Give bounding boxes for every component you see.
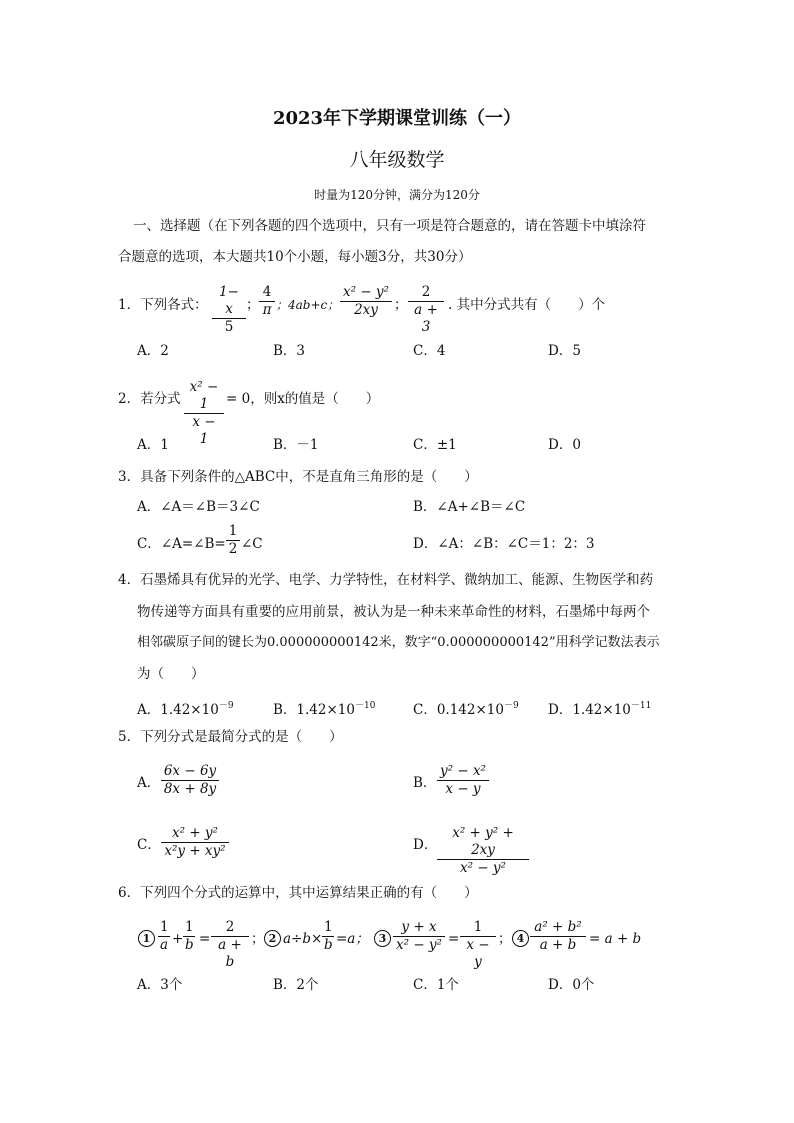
q1-sep-3: ； (394, 297, 408, 313)
q1-f2-den: π (262, 302, 272, 318)
q3-c-num: 1 (228, 523, 238, 539)
section-instructions-line1: 一、选择题（在下列各题的四个选项中，只有一项是符合题意的，请在答题卡中填涂符 (133, 218, 646, 234)
q6-e1-plus: + (172, 931, 184, 947)
q6-e1-eq: = (199, 931, 211, 947)
q6-e4-den: a + b (539, 937, 577, 953)
q3-c-den: 2 (228, 541, 238, 557)
q2-option-a: A．1 (137, 437, 169, 453)
q3-option-a: A．∠A＝∠B＝3∠C (137, 499, 260, 515)
q5-option-c-fraction (161, 825, 229, 860)
q5-option-d-label: D． (413, 837, 438, 853)
q6-e4-frac (530, 919, 586, 954)
q6-e1-frac-a (158, 919, 170, 954)
q6-option-d: D．0个 (548, 977, 595, 993)
q5-c-den: x²y + xy² (164, 843, 226, 859)
q6-e3-den: x² − y² (396, 937, 442, 953)
q6-e2-post: =a； (336, 931, 369, 947)
q1-option-b: B．3 (273, 343, 306, 359)
q6-e2-num: 1 (324, 919, 333, 935)
q4-option-a (137, 697, 234, 719)
q6-sep-1: ； (251, 931, 265, 947)
q1-sep-1: ； (246, 297, 260, 313)
q4-option-d (548, 697, 651, 719)
q6-e3-r-den: x − y (466, 937, 490, 970)
q1-f1-num: 1− x (219, 284, 239, 317)
exam-title: 2023年下学期课堂训练（一） (272, 108, 522, 129)
q6-e2-frac (322, 919, 334, 954)
q6-circle-3: 3 (374, 930, 391, 947)
q2-option-c: C．±1 (413, 437, 457, 453)
q6-e4-num: a² + b² (534, 919, 582, 935)
q6-option-b: B．2个 (273, 977, 319, 993)
q6-circle-2: 2 (264, 930, 281, 947)
q6-e3-eq: = (448, 931, 460, 947)
q6-e4-post: = a + b (589, 931, 642, 947)
q5-option-c-label: C． (137, 837, 161, 853)
q2-option-d: D．0 (548, 437, 581, 453)
q4-line-4: 为（ ） (137, 666, 205, 682)
q4-a-text: A．1.42×10 (137, 702, 219, 718)
q4-line-3: 相邻碳原子间的键长为0.000000000142米，数字“0.000000000142”用科学记数法表示 (137, 635, 660, 650)
q4-c-exp: －9 (503, 701, 519, 711)
q2-option-b: B．－1 (273, 437, 319, 453)
q3-stem: 3．具备下列条件的△ABC中，不是直角三角形的是（ ） (118, 469, 478, 485)
q1-f1-den: 5 (224, 319, 234, 335)
q1-f3-den: 2xy (354, 302, 378, 318)
q4-d-exp: －11 (630, 701, 652, 711)
q2-f-den: x − 1 (192, 414, 216, 447)
q6-e1-r-den: a + b (218, 937, 242, 970)
q6-option-a: A．3个 (137, 977, 183, 993)
q3-option-c-fraction (226, 523, 240, 558)
q6-e1-a-den: a (160, 937, 169, 953)
q6-e1-b-den: b (185, 937, 194, 953)
q1-fraction-2 (259, 284, 275, 319)
q3-option-c-suffix: ∠C (241, 536, 263, 552)
q5-d-den: x² − y² (460, 860, 506, 876)
q1-fraction-4 (408, 284, 444, 336)
q5-stem: 5．下列分式是最简分式的是（ ） (118, 729, 343, 745)
q5-d-num: x² + y² + 2xy (452, 825, 514, 858)
q4-a-exp: －9 (218, 701, 234, 711)
q6-e3-num: y + x (401, 919, 437, 935)
time-info: 时量为120分钟，满分为120分 (314, 188, 480, 202)
q6-e2-den: b (324, 937, 333, 953)
q6-e1-a-num: 1 (160, 919, 169, 935)
q4-b-text: B．1.42×10 (273, 702, 355, 718)
q1-stem-prefix: 1．下列各式： (118, 297, 208, 313)
q1-option-a: A．2 (137, 343, 169, 359)
q6-e3-r-num: 1 (473, 919, 483, 935)
q6-e3-frac (393, 919, 445, 954)
q6-e1-frac-b (183, 919, 195, 954)
q6-e1-r-num: 2 (225, 919, 235, 935)
q6-option-c: C．1个 (413, 977, 459, 993)
q1-f2-num: 4 (262, 284, 272, 300)
q4-option-c (413, 697, 519, 719)
q2-stem-suffix: = 0，则x的值是（ ） (226, 391, 380, 407)
q2-f-num: x² − 1 (189, 379, 219, 412)
q1-f4-num: 2 (421, 284, 431, 300)
q6-circle-1: 1 (138, 930, 155, 947)
q6-e1-b-num: 1 (185, 919, 194, 935)
q1-f4-den: a + 3 (414, 302, 438, 335)
q2-fraction (184, 379, 224, 448)
q6-circle-4: 4 (512, 930, 529, 947)
q5-b-den: x − y (445, 781, 481, 797)
q5-a-num: 6x − 6y (163, 763, 217, 779)
q1-option-d: D．5 (548, 343, 581, 359)
q3-option-c-prefix: C．∠A=∠B= (137, 536, 226, 552)
q5-c-num: x² + y² (172, 825, 218, 841)
q5-a-den: 8x + 8y (163, 781, 217, 797)
q4-d-text: D．1.42×10 (548, 702, 631, 718)
q1-option-c: C．4 (413, 343, 446, 359)
q6-e1-frac-r (211, 919, 249, 971)
q6-sep-3: ； (498, 931, 512, 947)
q5-option-a-label: A． (137, 775, 161, 791)
q5-option-b-label: B． (413, 775, 437, 791)
q6-e2-pre: a÷b× (283, 931, 323, 947)
q4-c-text: C．0.142×10 (413, 702, 504, 718)
q1-stem-suffix: . 其中分式共有（ ）个 (448, 297, 606, 313)
section-instructions-line2: 合题意的选项，本大题共10个小题，每小题3分，共30分） (118, 249, 472, 265)
q1-fraction-1 (212, 284, 246, 336)
q1-middle-text: ；4ab+c； (276, 298, 340, 312)
q2-stem-prefix: 2．若分式 (118, 391, 181, 407)
q1-f3-num: x² − y² (343, 284, 389, 300)
q4-line-2: 物传递等方面具有重要的应用前景，被认为是一种未来革命性的材料，石墨烯中每两个 (137, 604, 650, 620)
q5-b-num: y² − x² (440, 763, 486, 779)
q4-line-1: 4．石墨烯具有优异的光学、电学、力学特性，在材料学、微纳加工、能源、生物医学和药 (118, 572, 654, 588)
q1-fraction-3 (340, 284, 392, 319)
q5-option-a-fraction (161, 763, 219, 798)
q3-option-d: D．∠A：∠B：∠C＝1：2：3 (413, 536, 595, 552)
q6-e3-frac-r (460, 919, 496, 971)
q4-option-b (273, 697, 375, 719)
q4-b-exp: －10 (354, 701, 376, 711)
q5-option-b-fraction (437, 763, 489, 798)
q3-option-b: B．∠A+∠B＝∠C (413, 499, 526, 515)
q6-stem: 6．下列四个分式的运算中，其中运算结果正确的有（ ） (118, 885, 478, 901)
subject-title: 八年级数学 (349, 149, 445, 171)
q5-option-d-fraction (437, 825, 529, 877)
